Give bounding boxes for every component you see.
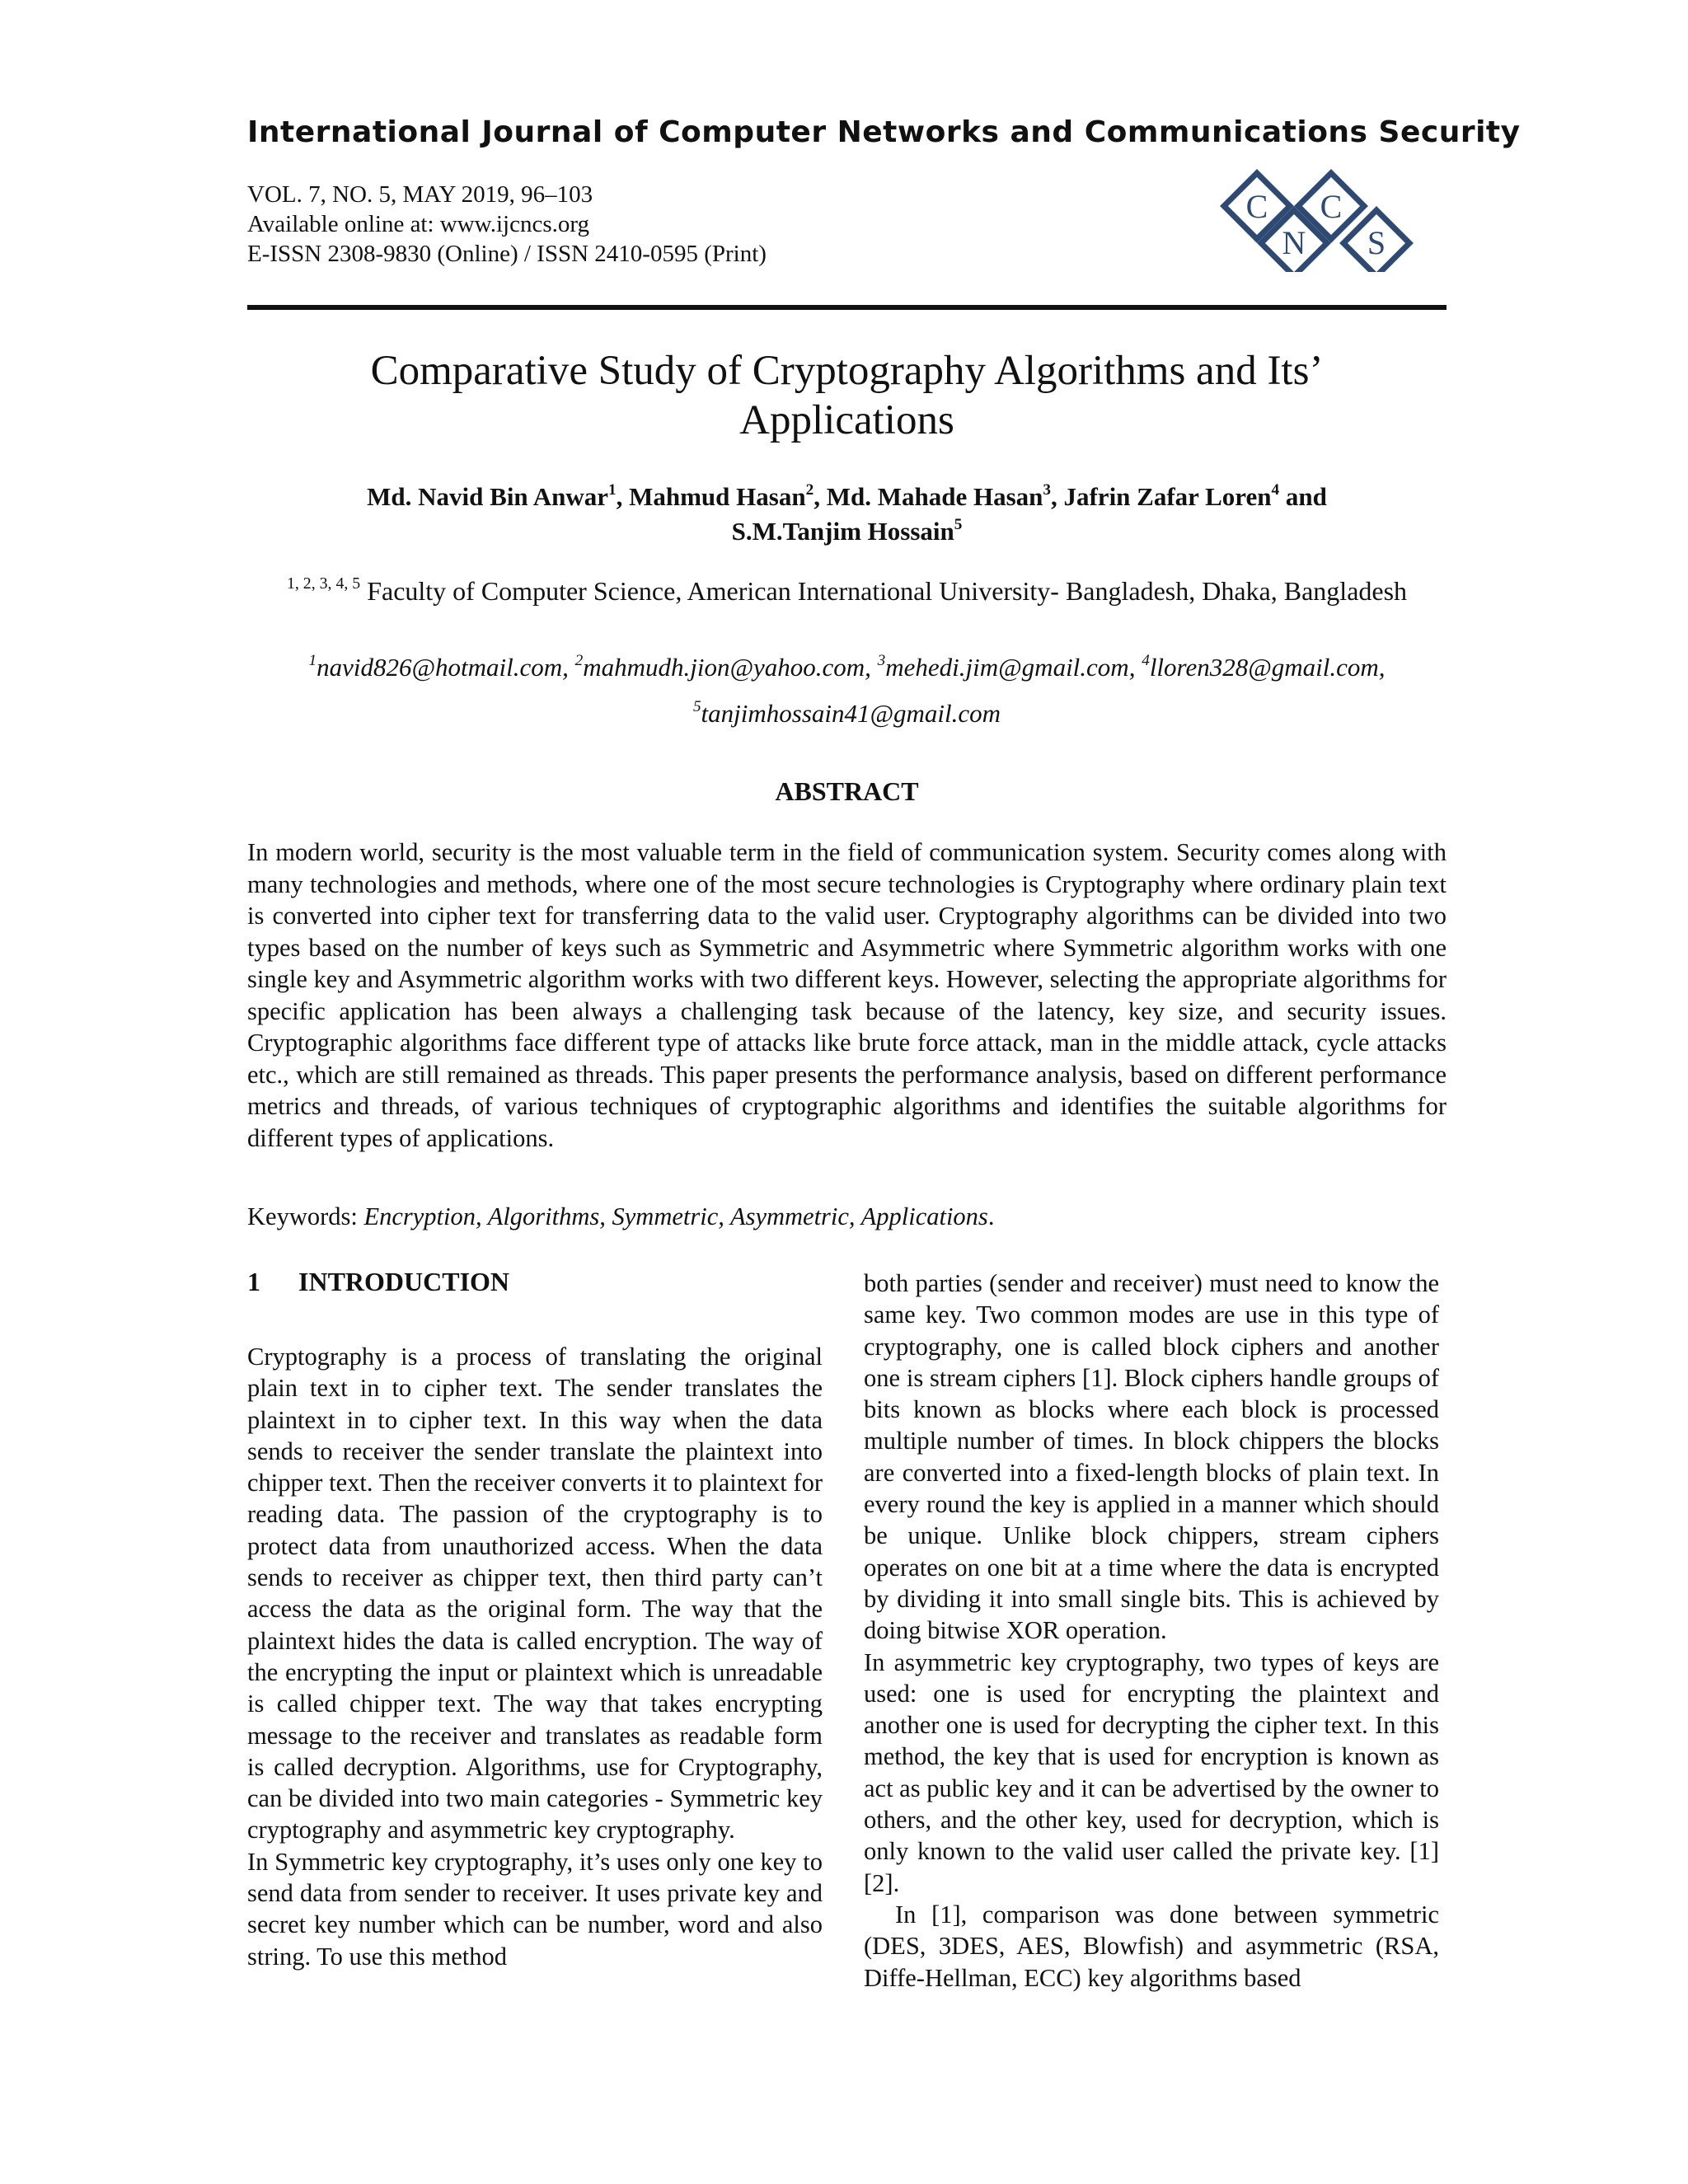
author-separator: , — [814, 482, 827, 511]
affiliation — [247, 574, 1447, 607]
email-4[interactable]: lloren328@gmail.com, — [1149, 653, 1386, 682]
author-3: Md. Mahade Hasan — [826, 482, 1043, 511]
journal-logo — [1212, 165, 1426, 272]
email-2-sup: 2 — [574, 651, 584, 669]
author-2-sup: 2 — [805, 480, 814, 499]
author-separator: , — [1050, 482, 1064, 511]
author-emails — [247, 644, 1447, 737]
keywords-end: . — [987, 1202, 995, 1230]
email-2[interactable]: mahmudh.jion@yahoo.com, — [583, 653, 878, 682]
author-5: S.M.Tanjim Hossain — [731, 517, 954, 546]
title-line-1: Comparative Study of Cryptography Algorithms and Its’ — [370, 348, 1324, 394]
author-separator: , — [616, 482, 630, 511]
intro-paragraph: In Symmetric key cryptography, it’s uses only one key to send data from sender to receiver. It uses private key and secret key number which can be number, word and also string. To use this method — [247, 1847, 823, 1971]
author-5-sup: 5 — [954, 515, 963, 533]
intro-paragraph: In [1], comparison was done between symmetric (DES, 3DES, AES, Blowfish) and asymmetric (RSA, Diffe-Hellman, ECC) key algorithms based — [864, 1900, 1439, 1992]
journal-name: International Journal of Computer Networks and Communications Security — [247, 115, 1521, 149]
section-number: 1 — [247, 1267, 260, 1296]
paper-title — [247, 346, 1447, 445]
email-line-1 — [247, 644, 1447, 691]
author-and: and — [1279, 482, 1327, 511]
affiliation-text: Faculty of Computer Science, American International University- Bangladesh, Dhaka, Bangladesh — [360, 576, 1408, 606]
email-5-sup: 5 — [692, 697, 701, 715]
logo-letter-c2: C — [1320, 188, 1343, 225]
header-rule — [247, 305, 1447, 310]
abstract-body: In modern world, security is the most valuable term in the field of communication system. Security comes along with many technologies and methods, where one of the most secure technologies is Cryptography where ordinary plain text is converted into cipher text for transferring data to the valid user. Cryptography algorithms can be divided into two types based on the number of keys such as Symmetric and Asymmetric where Symmetric algorithm works with one single key and Asymmetric algorithm works with two different keys. However, selecting the appropriate algorithms for specific application has been always a challenging task because of the latency, key size, and security issues. Cryptographic algorithms face different type of attacks like brute force attack, man in the middle attack, cycle attacks etc., which are still remained as threads. This paper presents the performance analysis, based on different performance metrics and threads, of various techniques of cryptographic algorithms and identifies the suitable algorithms for different types of applications. — [247, 838, 1447, 1152]
author-4-sup: 4 — [1271, 480, 1280, 499]
keywords — [247, 1201, 1447, 1232]
left-column — [247, 1341, 823, 1972]
email-1-sup: 1 — [308, 651, 317, 669]
author-4: Jafrin Zafar Loren — [1063, 482, 1272, 511]
issn-line: E-ISSN 2308-9830 (Online) / ISSN 2410-0595 (Print) — [247, 241, 767, 267]
intro-paragraph: In asymmetric key cryptography, two types of keys are used: one is used for encrypting the plaintext and another one is used for decrypting the cipher text. In this method, the key that is used for encryption is known as act as public key and it can be advertised by the owner to others, and the other key, used for decryption, which is only known to the valid user called the private key. [1][2]. — [864, 1647, 1439, 1897]
keywords-label: Keywords: — [247, 1202, 364, 1230]
logo-letter-c1: C — [1245, 188, 1268, 225]
intro-paragraph: Cryptography is a process of translating the original plain text in to cipher text. The sender translates the plaintext in to cipher text. In this way when the data sends to receiver the sender translate the plaintext into chipper text. Then the receiver converts it to plaintext for reading data. The passion of the cryptography is to protect data from unauthorized access. When the data sends to receiver as chipper text, then third party can’t access the data as the original form. The way that the plaintext hides the data is called encryption. The way of the encrypting the input or plaintext which is unreadable is called chipper text. The way that takes encrypting message to the receiver and translates as readable form is called decryption. Algorithms, use for Cryptography, can be divided into two main categories - Symmetric key cryptography and asymmetric key cryptography. — [247, 1343, 823, 1844]
author-1: Md. Navid Bin Anwar — [367, 482, 608, 511]
email-3-sup: 3 — [877, 651, 886, 669]
right-column — [864, 1268, 1439, 1994]
email-1[interactable]: navid826@hotmail.com, — [316, 653, 575, 682]
journal-meta — [247, 180, 767, 269]
email-4-sup: 4 — [1142, 651, 1150, 669]
email-line-2 — [247, 691, 1447, 737]
abstract-heading: ABSTRACT — [775, 776, 919, 806]
intro-paragraph: both parties (sender and receiver) must need to know the same key. Two common modes are use in this type of cryptography, one is called block ciphers and another one is stream ciphers [1]. Block ciphers handle groups of bits known as blocks where each block is processed multiple number of times. In block chippers the blocks are converted into a fixed-length blocks of plain text. In every round the key is applied in a manner which should be unique. Unlike block chippers, stream ciphers operates on one bit at a time where the data is encrypted by dividing it into small single bits. This is achieved by doing bitwise XOR operation. — [864, 1269, 1439, 1645]
keywords-list: Encryption, Algorithms, Symmetric, Asymmetric, Applications — [363, 1202, 988, 1230]
volume-line: VOL. 7, NO. 5, MAY 2019, 96–103 — [247, 181, 593, 208]
section-heading-introduction — [247, 1267, 509, 1297]
email-3[interactable]: mehedi.jim@gmail.com, — [885, 653, 1142, 682]
logo-letter-s: S — [1367, 224, 1386, 261]
title-line-2: Applications — [739, 397, 954, 443]
email-5[interactable]: tanjimhossain41@gmail.com — [701, 699, 1001, 728]
author-3-sup: 3 — [1043, 480, 1051, 499]
author-list — [247, 480, 1447, 549]
author-1-sup: 1 — [608, 480, 617, 499]
available-online-line: Available online at: www.ijcncs.org — [247, 211, 590, 237]
affiliation-sup: 1, 2, 3, 4, 5 — [286, 574, 361, 593]
author-2: Mahmud Hasan — [629, 482, 806, 511]
logo-letter-n: N — [1282, 224, 1306, 261]
section-title: INTRODUCTION — [298, 1267, 510, 1296]
